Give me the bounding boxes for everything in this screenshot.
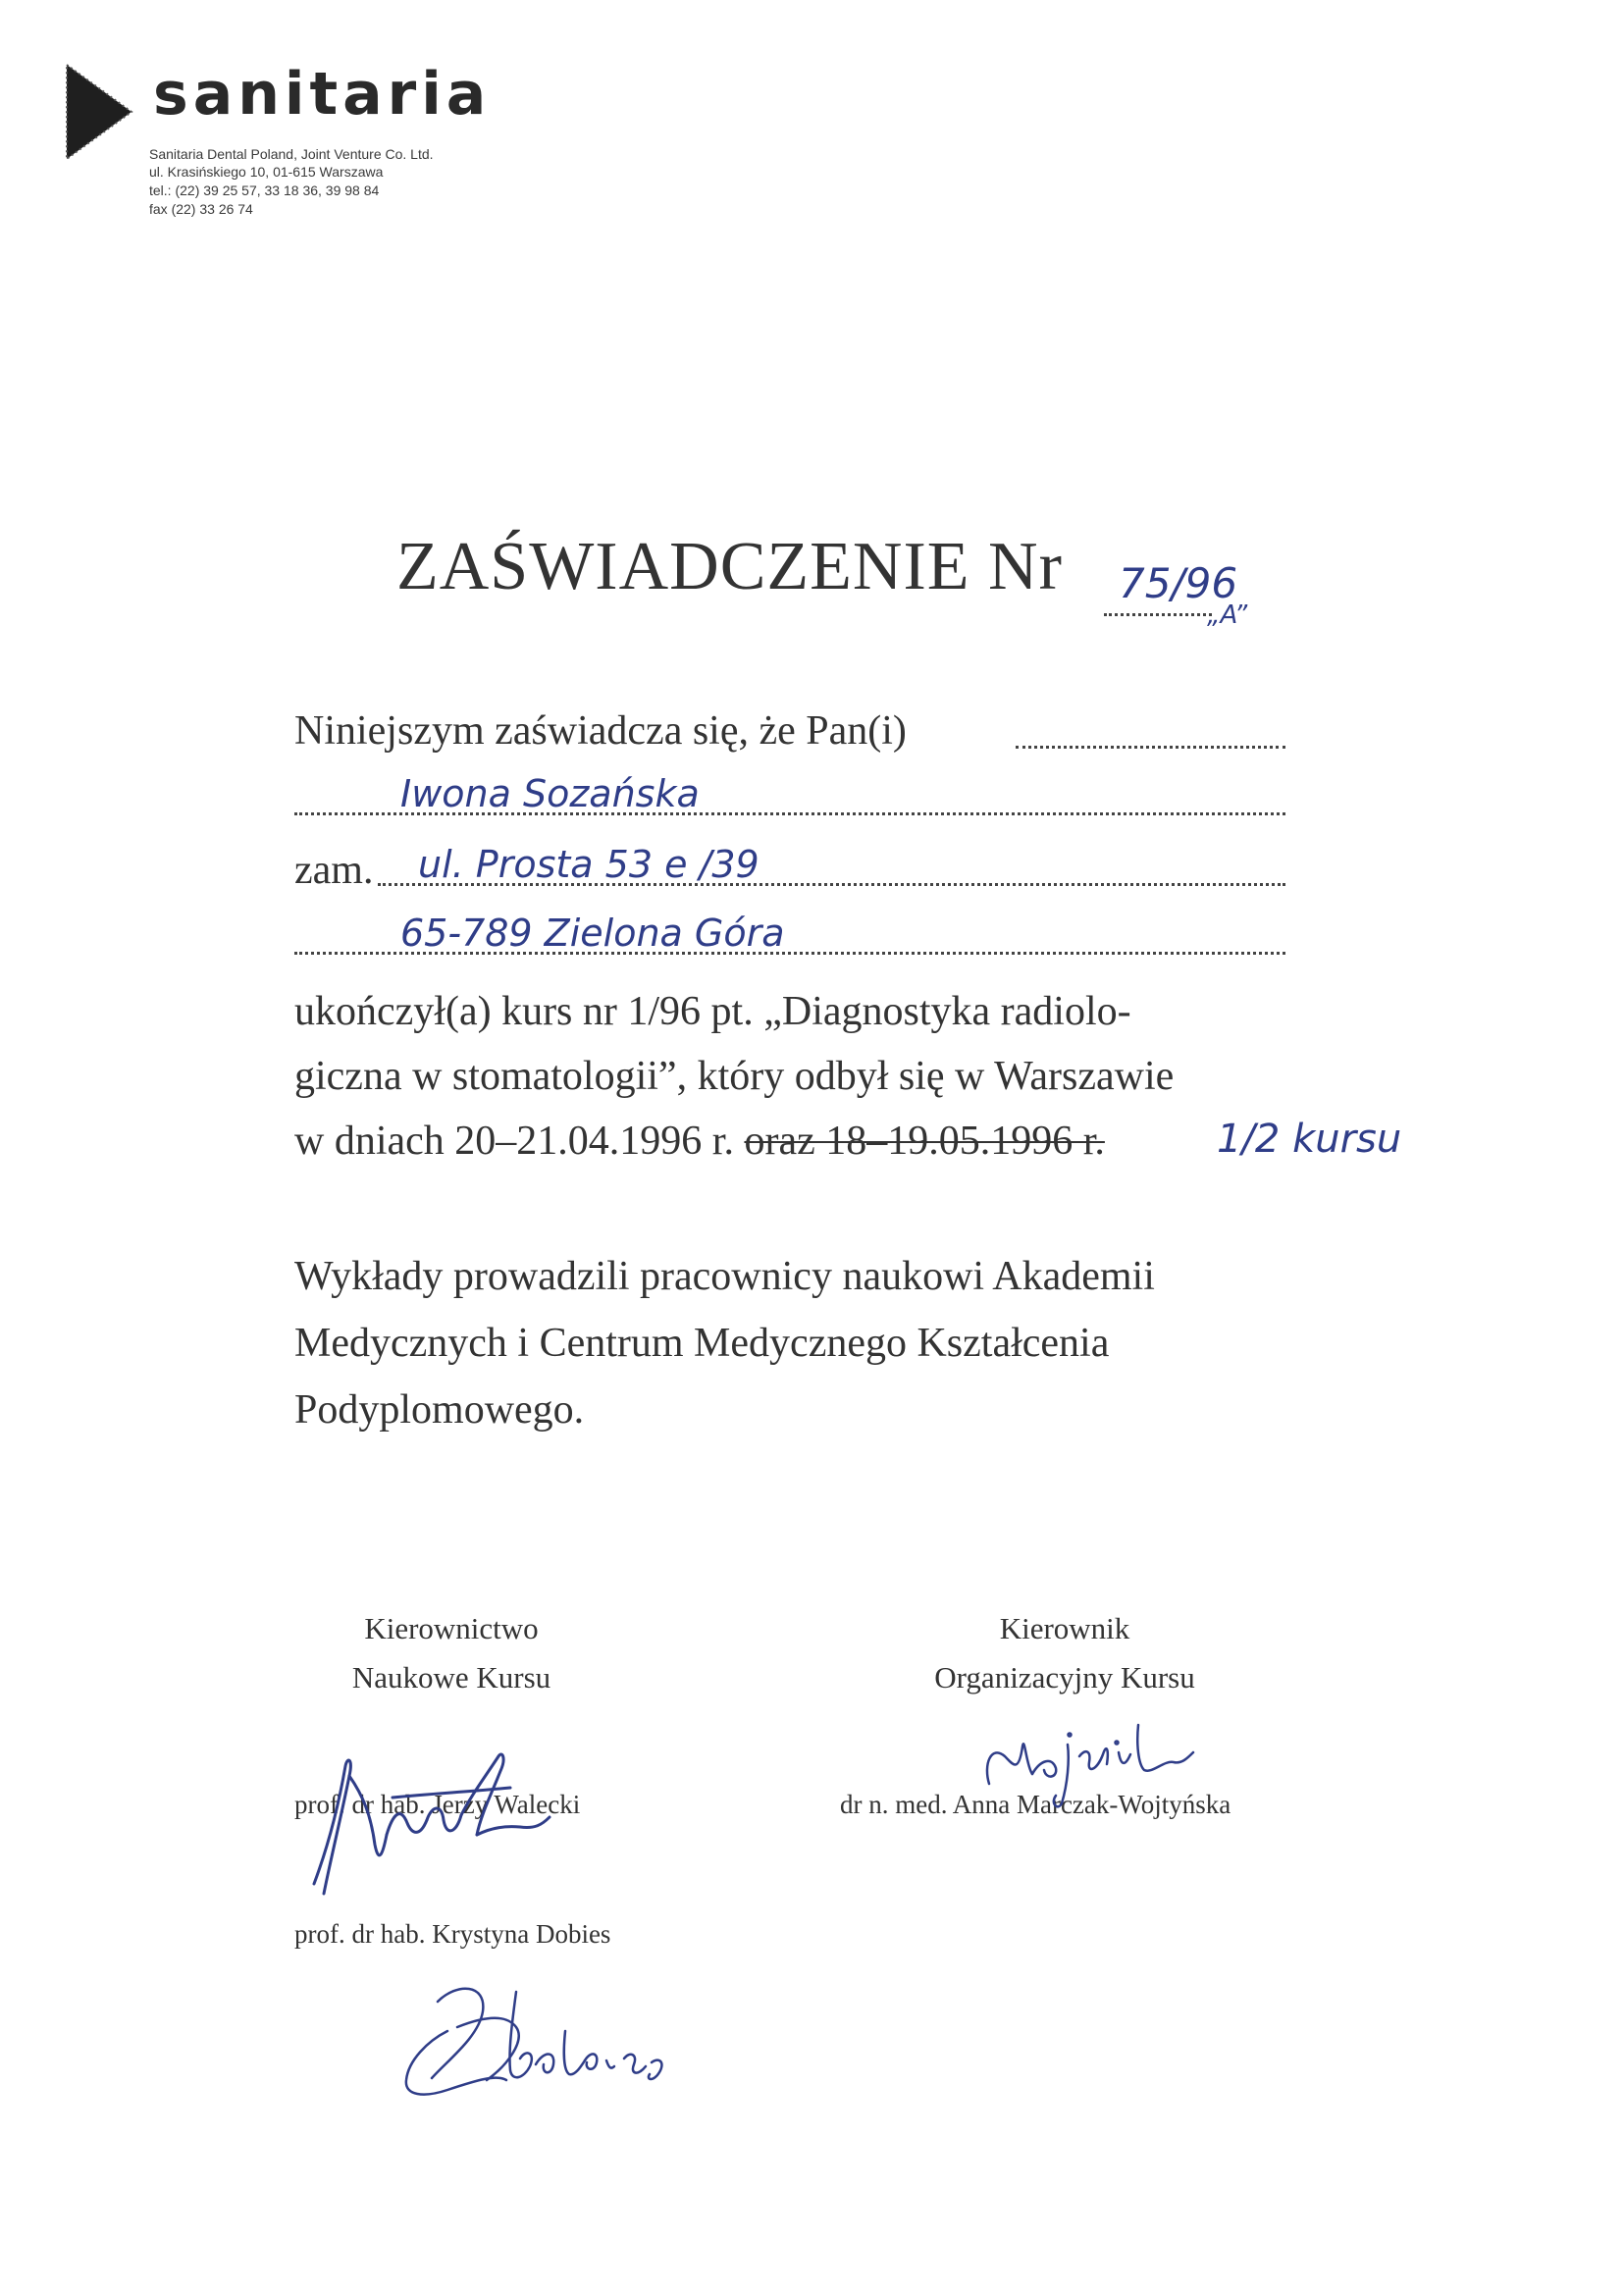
- course-line-2: giczna w stomatologii”, który odbył się w Warszawie: [294, 1054, 1175, 1099]
- dates-text: w dniach 20–21.04.1996 r.: [294, 1119, 734, 1164]
- dates-line: [294, 1121, 1105, 1162]
- company-name: Sanitaria Dental Poland, Joint Venture Co. Ltd.: [149, 146, 434, 162]
- recipient-name: Iwona Sozańska: [400, 772, 700, 815]
- company-address: ul. Krasińskiego 10, 01-615 Warszawa: [149, 164, 384, 180]
- company-fax: fax (22) 33 26 74: [149, 201, 253, 217]
- right-heading-2: Organizacyjny Kursu: [934, 1660, 1195, 1694]
- address-line-1: ul. Prosta 53 e /39: [418, 843, 760, 886]
- company-phone: tel.: (22) 39 25 57, 33 18 36, 39 98 84: [149, 182, 380, 198]
- course-line-1: ukończył(a) kurs nr 1/96 pt. „Diagnostyka radiolo-: [294, 989, 1131, 1034]
- left-heading-2: Naukowe Kursu: [351, 1660, 551, 1694]
- signer-marczak-wojtynska: dr n. med. Anna Marczak-Wojtyńska: [840, 1790, 1231, 1819]
- intro-text: Niniejszym zaświadcza się, że Pan(i): [294, 708, 907, 754]
- signature-marczak-wojtynska: [971, 1705, 1207, 1813]
- signer-walecki: prof. dr hab. Jerzy Walecki: [294, 1790, 581, 1819]
- dates-struck: oraz 18–19.05.1996 r.: [744, 1119, 1105, 1164]
- lecturers-line-1: Wykłady prowadzili pracownicy naukowi Akademii: [294, 1254, 1155, 1299]
- certificate-suffix: „A”: [1207, 600, 1248, 630]
- brand-name: sanitaria: [153, 60, 492, 129]
- lecturers-line-3: Podyplomowego.: [294, 1387, 585, 1433]
- signature-dobies: [389, 1972, 693, 2110]
- title-number-dots: [1104, 613, 1212, 616]
- certificate-number: 75/96: [1119, 559, 1238, 607]
- intro-dots: [1016, 746, 1285, 749]
- left-heading-1: Kierownictwo: [364, 1611, 539, 1645]
- dates-note: 1/2 kursu: [1217, 1117, 1402, 1162]
- signature-walecki: [285, 1737, 608, 1903]
- lecturers-line-2: Medycznych i Centrum Medycznego Kształcenia: [294, 1321, 1110, 1366]
- address-line-2: 65-789 Zielona Góra: [400, 912, 785, 955]
- sanitaria-logo-icon: [63, 63, 141, 166]
- certificate-title: ZAŚWIADCZENIE Nr: [396, 529, 1063, 604]
- right-heading-1: Kierownik: [999, 1611, 1130, 1645]
- signer-dobies: prof. dr hab. Krystyna Dobies: [294, 1919, 611, 1949]
- address-label: zam.: [294, 848, 374, 893]
